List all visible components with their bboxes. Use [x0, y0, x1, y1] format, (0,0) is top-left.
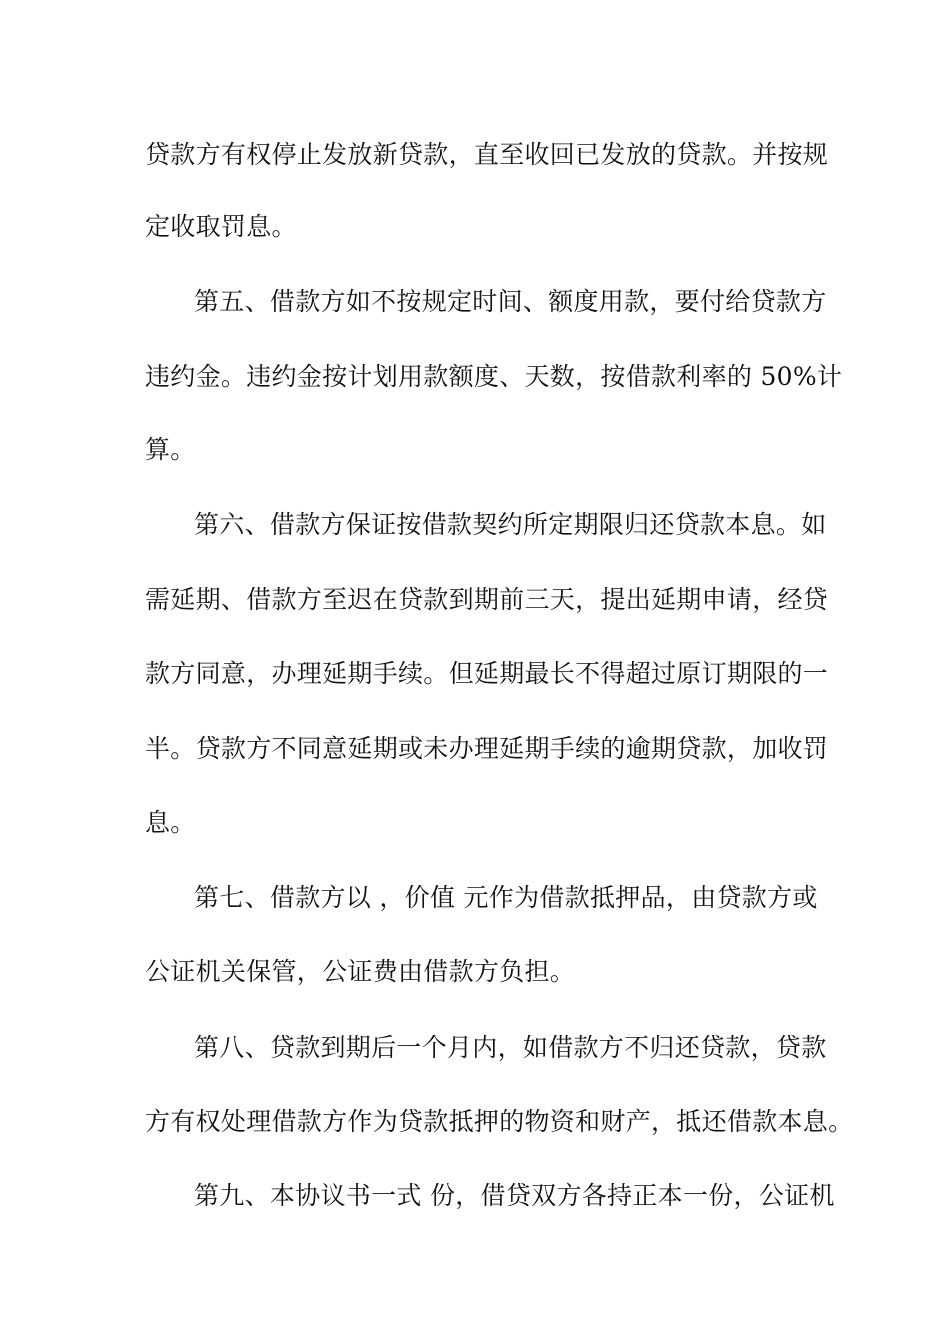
paragraph-line: 半。贷款方不同意延期或未办理延期手续的逾期贷款，加收罚 — [145, 734, 829, 763]
paragraph-line: 需延期、借款方至迟在贷款到期前三天，提出延期申请，经贷 — [145, 585, 829, 614]
paragraph-line: 贷款方有权停止发放新贷款，直至收回已发放的贷款。并按规 — [145, 140, 829, 169]
paragraph-line: 算。 — [145, 435, 196, 464]
paragraph-line: 第六、借款方保证按借款契约所定期限归还贷款本息。如 — [194, 510, 827, 539]
paragraph-line: 公证机关保管，公证费由借款方负担。 — [145, 957, 576, 986]
paragraph-line: 款方同意，办理延期手续。但延期最长不得超过原订期限的一 — [145, 659, 829, 688]
paragraph-line: 违约金。违约金按计划用款额度、天数，按借款利率的 50%计 — [145, 362, 843, 391]
paragraph-line: 方有权处理借款方作为贷款抵押的物资和财产，抵还借款本息。 — [145, 1107, 854, 1136]
paragraph-line: 第九、本协议书一式 份，借贷双方各持正本一份，公证机 — [194, 1181, 835, 1210]
paragraph-line: 第八、贷款到期后一个月内，如借款方不归还贷款，贷款 — [194, 1033, 827, 1062]
paragraph-line: 第七、借款方以 ，价值 元作为借款抵押品，由贷款方或 — [194, 883, 818, 912]
paragraph-line: 第五、借款方如不按规定时间、额度用款，要付给贷款方 — [194, 287, 827, 316]
paragraph-line: 息。 — [145, 808, 196, 837]
paragraph-line: 定收取罚息。 — [145, 212, 297, 241]
